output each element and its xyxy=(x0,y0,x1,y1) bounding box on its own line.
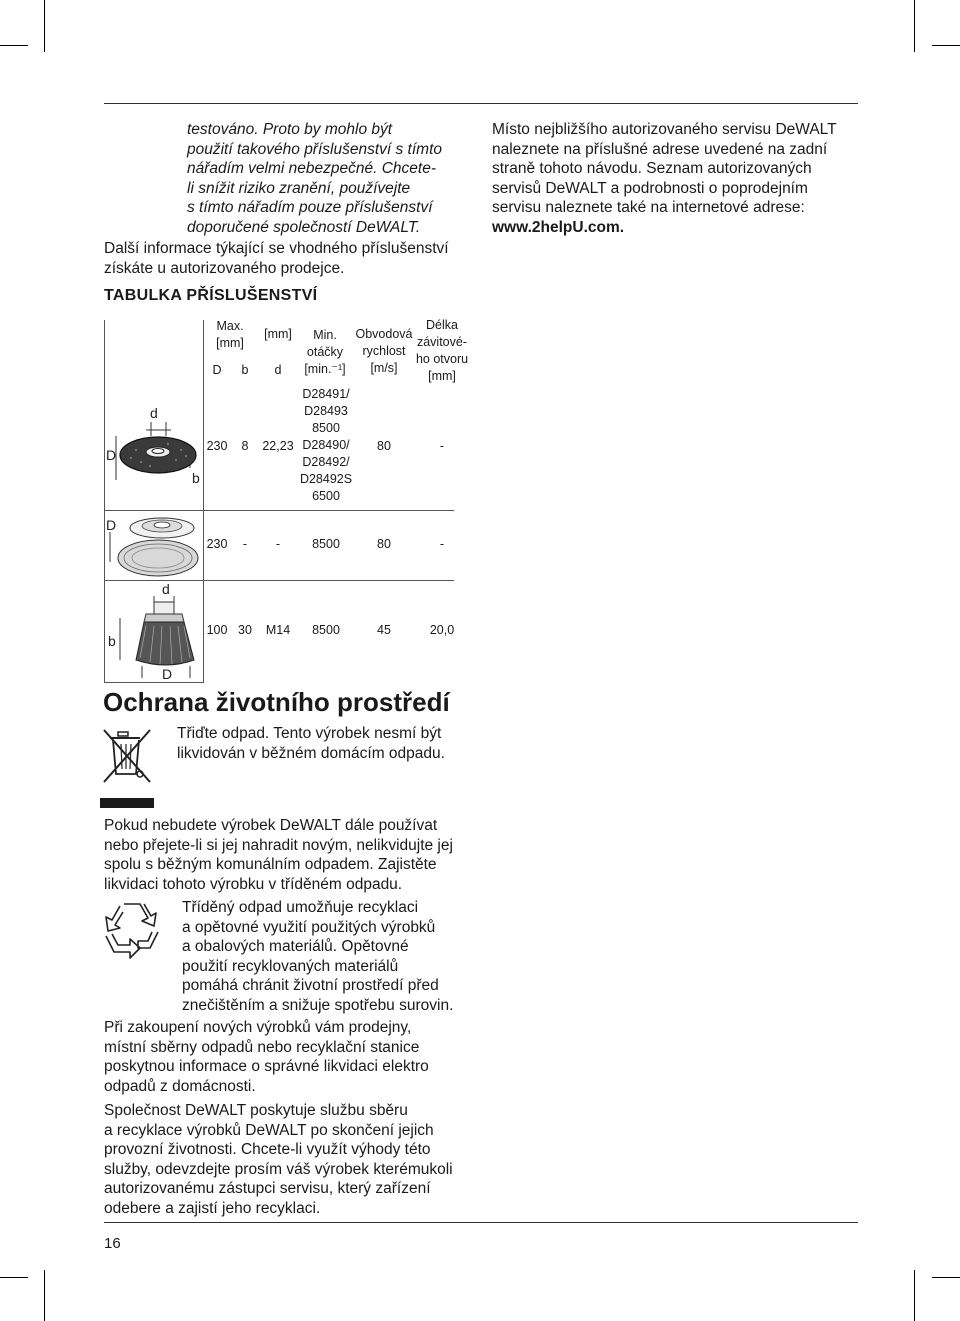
recycle-icon xyxy=(100,898,164,960)
header-d: d xyxy=(274,363,282,377)
row2-d: - xyxy=(275,537,281,551)
row2-thread: - xyxy=(439,537,445,551)
grinding-disc-icon xyxy=(106,400,202,500)
crop-mark xyxy=(932,1277,960,1278)
bottom-rule xyxy=(104,1222,858,1223)
header-D: D xyxy=(212,363,222,377)
table-divider xyxy=(104,682,204,683)
row3-thread: 20,0 xyxy=(429,623,455,637)
row1-D: 230 xyxy=(206,439,228,453)
row3-d: M14 xyxy=(265,623,291,637)
crop-mark xyxy=(0,45,28,46)
row1-thread: - xyxy=(439,439,445,453)
info-text: Další informace týkající se vhodného příslušenství získáte u autorizovaného prodejce. xyxy=(104,240,449,277)
svg-text:D: D xyxy=(106,447,117,463)
crop-mark xyxy=(44,0,45,52)
flap-disc-icon xyxy=(106,512,202,580)
service-text: Místo nejbližšího autorizovaného servisu DeWALT naleznete na příslušné adrese uvedené na zadní straně tohoto návodu. Seznam autorizovaných servisů DeWALT a podrobnosti o poprodejním servisu naleznete také na internetové adrese: www.2helpU.com. xyxy=(492,120,872,237)
row2-rpm: 8500 xyxy=(312,537,340,551)
crop-mark xyxy=(932,45,960,46)
row1-speed: 80 xyxy=(377,439,391,453)
row1-d: 22,23 xyxy=(262,439,294,453)
crop-mark xyxy=(0,1277,28,1278)
table-divider xyxy=(104,580,454,581)
dewalt-service-paragraph: Společnost DeWALT poskytuje službu sběru a recyklace výrobků DeWALT po skončení jejich provozní životnosti. Chcete-li využít výhody této služby, odevzdejte prosím váš výrobek kterémukoli autorizovanému zástupci servisu, který zařízení odebere a zajistí jeho recyklaci. xyxy=(104,1102,453,1217)
environment-heading: Ochrana životního prostředí xyxy=(103,687,450,717)
crop-mark xyxy=(914,1270,915,1321)
header-mm: [mm] xyxy=(264,327,292,341)
table-divider xyxy=(104,510,454,511)
row1-b: 8 xyxy=(241,439,249,453)
row2-D: 230 xyxy=(206,537,228,551)
row2-speed: 80 xyxy=(377,537,391,551)
service-url[interactable]: www.2helpU.com. xyxy=(492,218,625,236)
svg-text:d: d xyxy=(150,405,158,421)
row1-rpm: D28491/ D28493 8500 D28490/ D28492/ D28492S 6500 xyxy=(299,387,353,503)
table-heading: TABULKA PŘÍSLUŠENSTVÍ xyxy=(104,287,318,304)
sort-waste-text: Třiďte odpad. Tento výrobek nesmí být likvidován v běžném domácím odpadu. xyxy=(177,725,445,762)
svg-text:d: d xyxy=(162,582,170,597)
crop-mark xyxy=(914,0,915,52)
top-rule xyxy=(104,103,858,104)
disposal-paragraph: Pokud nebudete výrobek DeWALT dále používat nebo přejete-li si jej nahradit novým, nelikvidujte jej spolu s běžným komunálním odpadem. Zajistěte likvidaci tohoto výrobku v tříděném odpadu. xyxy=(104,817,453,893)
svg-text:D: D xyxy=(162,666,173,682)
header-thread-length: Délka závitové- ho otvoru [mm] xyxy=(415,318,469,383)
svg-text:D: D xyxy=(106,517,117,533)
row2-b: - xyxy=(242,537,248,551)
page-number: 16 xyxy=(104,1235,121,1252)
recycle-text: Tříděný odpad umožňuje recyklaci a opětovné využití použitých výrobků a obalových materiálů. Opětovné použití recyklovaných materiálů pomáhá chránit životní prostředí před znečištěním a snižuje spotřebu surovin. xyxy=(182,899,454,1014)
row3-rpm: 8500 xyxy=(312,623,340,637)
header-b: b xyxy=(241,363,249,377)
header-min-rpm: Min. otáčky [min.⁻¹] xyxy=(304,328,346,376)
crossed-bin-icon xyxy=(100,724,156,810)
row3-speed: 45 xyxy=(377,623,391,637)
table-border xyxy=(104,320,105,682)
row3-D: 100 xyxy=(206,623,228,637)
svg-text:b: b xyxy=(108,633,116,649)
header-max: Max. [mm] xyxy=(216,319,244,350)
crop-mark xyxy=(44,1270,45,1321)
collection-paragraph: Při zakoupení nových výrobků vám prodejny, místní sběrny odpadů nebo recyklační stanice poskytnou informace o správné likvidaci elektro odpadů z domácnosti. xyxy=(104,1019,429,1095)
wire-cup-brush-icon xyxy=(106,582,202,682)
header-peripheral-speed: Obvodová rychlost [m/s] xyxy=(355,327,413,375)
row3-b: 30 xyxy=(238,623,252,637)
svg-text:b: b xyxy=(192,470,200,486)
warning-text: testováno. Proto by mohlo být použití takového příslušenství s tímto nářadím velmi nebezpečné. Chcete- li snížit riziko zranění, používejte s tímto nářadím pouze příslušenství doporučené společností DeWALT. xyxy=(187,121,443,236)
